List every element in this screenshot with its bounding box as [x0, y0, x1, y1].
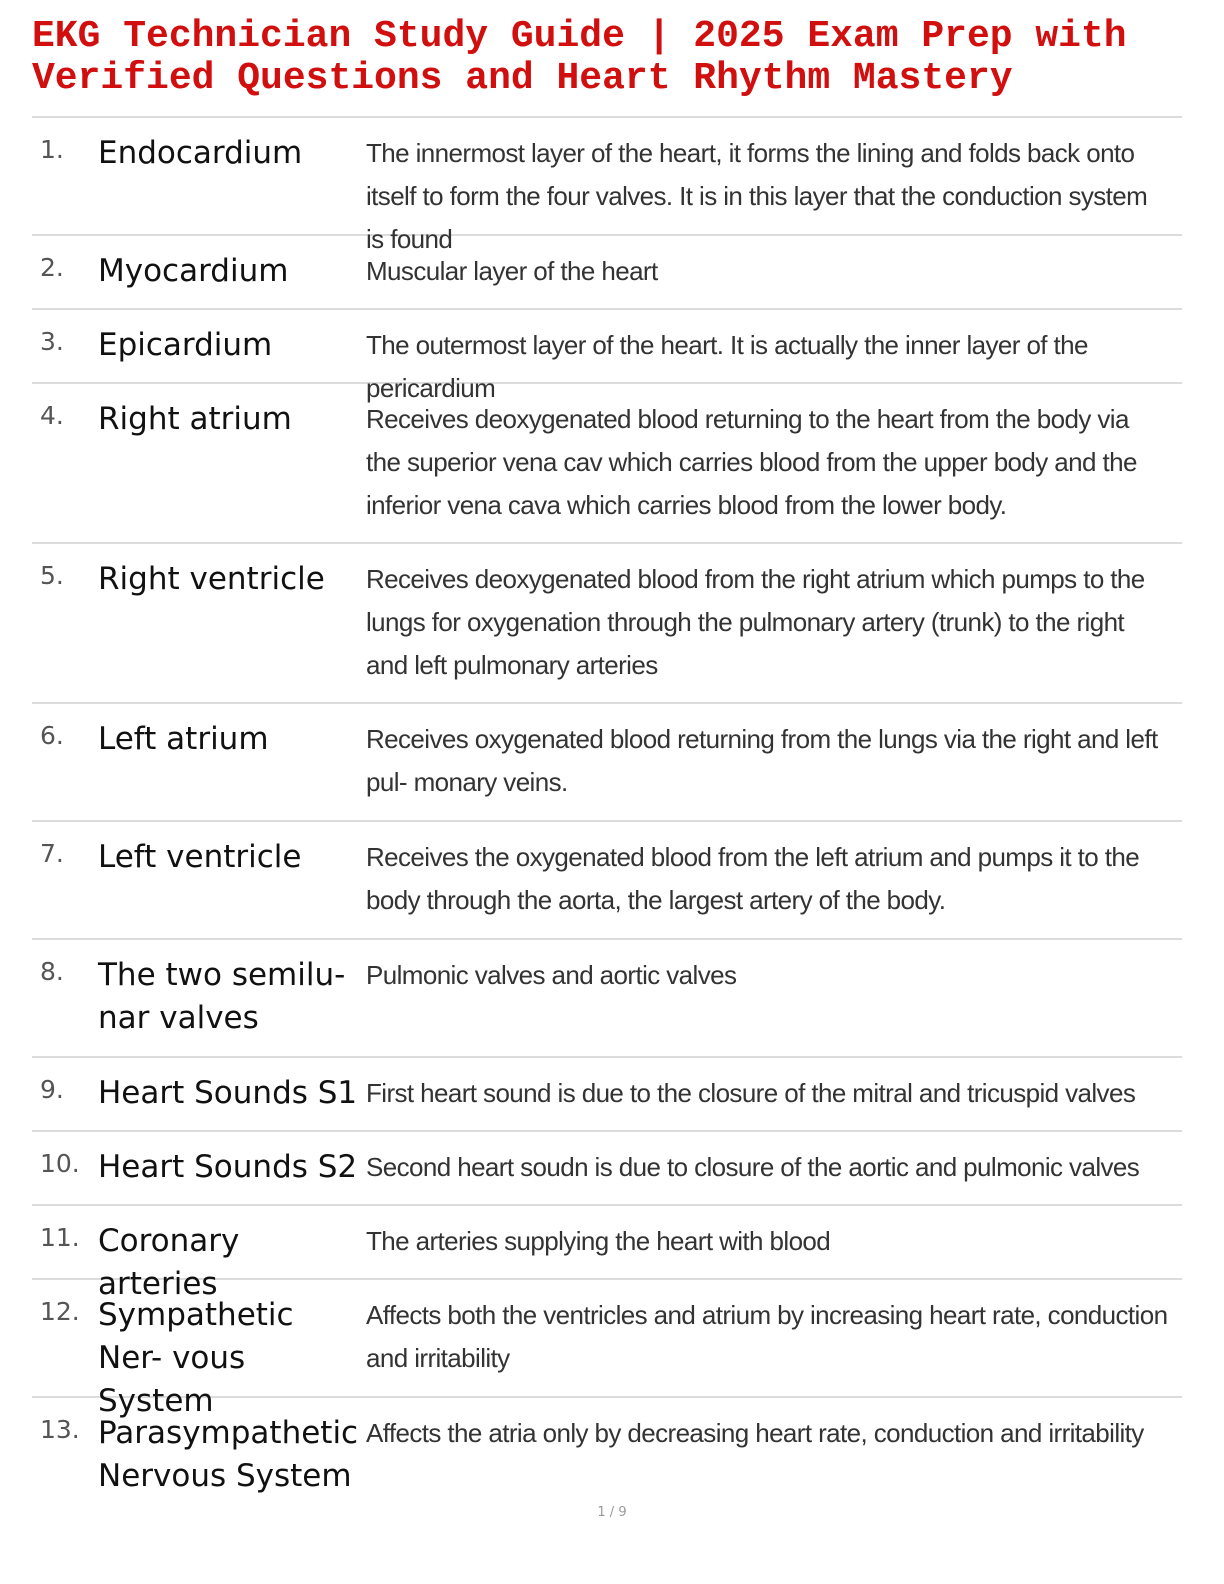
term-row — [32, 1132, 1182, 1206]
term-row — [32, 822, 1182, 940]
term-number: 11. — [40, 1223, 80, 1252]
term-name: Right atrium — [98, 401, 292, 437]
term-name: The two semilu- nar valves — [98, 957, 346, 1036]
page-number: 1 / 9 — [597, 1505, 627, 1520]
term-name: Epicardium — [98, 327, 273, 363]
term-number: 9. — [40, 1075, 64, 1104]
term-row — [32, 1398, 1182, 1508]
term-definition: Affects the atria only by decreasing heart rate, conduction and irritability — [366, 1418, 1144, 1448]
term-number: 2. — [40, 253, 64, 282]
term-number: 1. — [40, 135, 64, 164]
term-definition: The outermost layer of the heart. It is actually the inner layer of the pericardium — [366, 330, 1088, 403]
term-number: 10. — [40, 1149, 80, 1178]
term-row — [32, 310, 1182, 403]
term-name: Heart Sounds S1 — [98, 1075, 358, 1111]
term-definition: The arteries supplying the heart with blood — [366, 1226, 831, 1256]
term-name: Parasympathetic Nervous System — [98, 1415, 359, 1494]
term-row — [32, 118, 1182, 254]
term-row — [32, 704, 1182, 822]
term-number: 8. — [40, 957, 64, 986]
term-row — [32, 384, 1182, 544]
term-row — [32, 940, 1182, 1058]
term-definition: Receives deoxygenated blood returning to the heart from the body via the superior vena cav which carries blood from the upper body and the inferior vena cava which carries blood from the lower body. — [366, 404, 1137, 520]
term-number: 3. — [40, 327, 64, 356]
term-number: 6. — [40, 721, 64, 750]
document-title: EKG Technician Study Guide | 2025 Exam Prep with Verified Questions and Heart Rhythm Mastery — [32, 15, 1127, 100]
term-name: Left ventricle — [98, 839, 302, 875]
term-definition: Pulmonic valves and aortic valves — [366, 960, 737, 990]
term-definition: First heart sound is due to the closure of the mitral and tricuspid valves — [366, 1078, 1136, 1108]
term-name: Heart Sounds S2 — [98, 1149, 358, 1185]
term-row — [32, 1206, 1182, 1302]
term-name: Endocardium — [98, 135, 303, 171]
term-number: 12. — [40, 1297, 80, 1326]
term-definition: Receives oxygenated blood returning from the lungs via the right and left pul- monary veins. — [366, 724, 1158, 797]
term-number: 4. — [40, 401, 64, 430]
term-name: Myocardium — [98, 253, 289, 289]
term-name: Sympathetic Ner- vous System — [98, 1297, 294, 1419]
term-name: Left atrium — [98, 721, 269, 757]
term-definition: Second heart soudn is due to closure of the aortic and pulmonic valves — [366, 1152, 1140, 1182]
term-row — [32, 1280, 1182, 1419]
term-number: 13. — [40, 1415, 80, 1444]
term-definition: Affects both the ventricles and atrium by increasing heart rate, conduction and irritability — [366, 1300, 1168, 1373]
term-definition: Receives the oxygenated blood from the left atrium and pumps it to the body through the aorta, the largest artery of the body. — [366, 842, 1140, 915]
terms-table — [32, 116, 1182, 1508]
term-definition: The innermost layer of the heart, it forms the lining and folds back onto itself to form the four valves. It is in this layer that the conduction system is found — [366, 138, 1148, 254]
term-definition: Receives deoxygenated blood from the right atrium which pumps to the lungs for oxygenation through the pulmonary artery (trunk) to the right and left pulmonary arteries — [366, 564, 1145, 680]
term-number: 7. — [40, 839, 64, 868]
term-definition: Muscular layer of the heart — [366, 256, 658, 286]
term-row — [32, 544, 1182, 704]
term-name: Right ventricle — [98, 561, 325, 597]
term-row — [32, 236, 1182, 310]
term-row — [32, 1058, 1182, 1132]
term-name: Coronary arteries — [98, 1223, 240, 1302]
term-number: 5. — [40, 561, 64, 590]
